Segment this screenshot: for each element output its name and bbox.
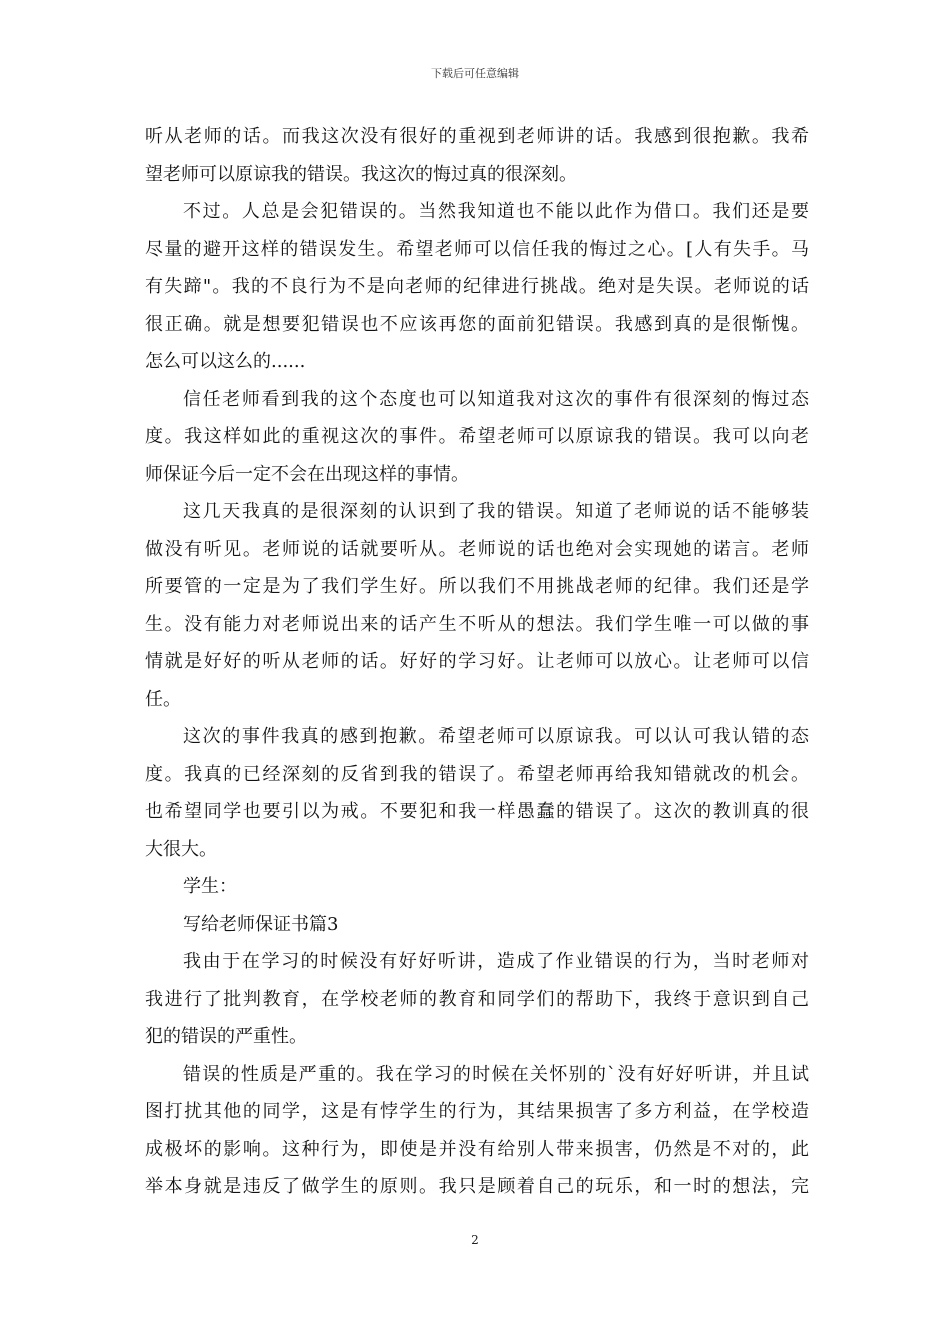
text-line: 我进行了批判教育，在学校老师的教育和同学们的帮助下，我终于意识到自己 [145,988,809,1010]
text-line: 图打扰其他的同学，这是有悖学生的行为，其结果损害了多方利益，在学校造 [145,1101,809,1122]
text-line: 犯的错误的严重性。 [145,1026,307,1047]
text-line: 很正确。就是想要犯错误也不应该再您的面前犯错误。我感到真的是很惭愧。 [145,313,809,335]
paragraph-start-line: 这几天我真的是很深刻的认识到了我的错误。知道了老师说的话不能够装 [183,501,809,522]
text-line: 望老师可以原谅我的错误。我这次的悔过真的很深刻。 [145,163,577,185]
page-header: 下载后可任意编辑 [431,67,519,80]
text-line: 生。没有能力对老师说出来的话产生不听从的想法。我们学生唯一可以做的事 [145,613,809,635]
paragraph-start-line: 这次的事件我真的感到抱歉。希望老师可以原谅我。可以认可我认错的态 [183,726,809,747]
text-line: 尽量的避开这样的错误发生。希望老师可以信任我的悔过之心。[人有失手。马 [145,238,809,260]
text-line: 举本身就是违反了做学生的原则。我只是顾着自己的玩乐，和一时的想法，完 [145,1176,809,1197]
section-heading: 写给老师保证书篇3 [183,913,339,935]
page-number: 2 [471,1233,479,1247]
text-line: 所要管的一定是为了我们学生好。所以我们不用挑战老师的纪律。我们还是学 [145,576,809,597]
text-line: 听从老师的话。而我这次没有很好的重视到老师讲的话。我感到很抱歉。我希 [145,126,809,147]
document-body [145,118,809,1206]
text-line: 情就是好好的听从老师的话。好好的学习好。让老师可以放心。让老师可以信 [145,651,809,672]
text-line: 怎么可以这么的...... [145,351,306,372]
text-line: 度。我真的已经深刻的反省到我的错误了。希望老师再给我知错就改的机会。 [145,763,809,785]
text-line: 成极坏的影响。这种行为，即使是并没有给别人带来损害，仍然是不对的，此 [145,1138,809,1160]
paragraph-start-line: 不过。人总是会犯错误的。当然我知道也不能以此作为借口。我们还是要 [183,201,809,222]
text-line: 大很大。 [145,838,217,860]
text-line: 任。 [145,688,181,710]
text-line: 有失蹄"。我的不良行为不是向老师的纪律进行挑战。绝对是失误。老师说的话 [145,276,809,297]
paragraph-start-line: 我由于在学习的时候没有好好听讲，造成了作业错误的行为，当时老师对 [183,951,809,972]
paragraph-start-line: 信任老师看到我的这个态度也可以知道我对这次的事件有很深刻的悔过态 [183,388,809,410]
text-line: 度。我这样如此的重视这次的事件。希望老师可以原谅我的错误。我可以向老 [145,426,809,447]
text-line: 做没有听见。老师说的话就要听从。老师说的话也绝对会实现她的诺言。老师 [145,538,809,560]
paragraph-start-line: 错误的性质是严重的。我在学习的时候在关怀别的`没有好好听讲，并且试 [183,1063,809,1085]
signature-line: 学生： [183,876,237,897]
text-line: 也希望同学也要引以为戒。不要犯和我一样愚蠢的错误了。这次的教训真的很 [145,801,809,822]
text-line: 师保证今后一定不会在出现这样的事情。 [145,463,469,485]
